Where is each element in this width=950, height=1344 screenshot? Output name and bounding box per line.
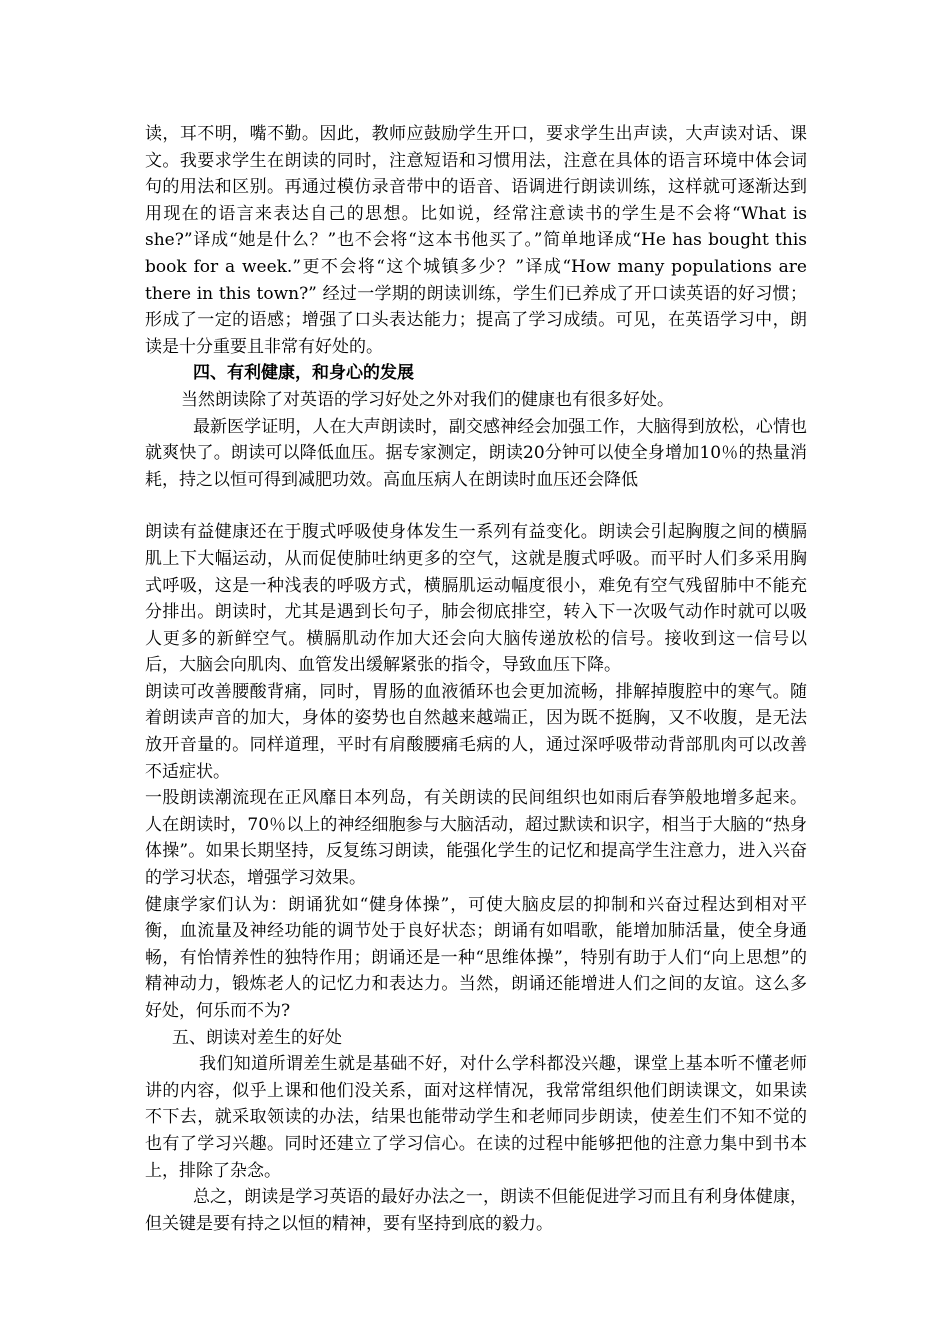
paragraph-weak-students: 我们知道所谓差生就是基础不好，对什么学科都没兴趣，课堂上基本听不懂老师讲的内容，似乎上课和他们没关系，面对这样情况，我常常组织他们朗读课文，如果读不下去，就采取领读的办法，结果也能带动学生和老师同步朗读，使差生们不知不觉的也有了学习兴趣。同时还建立了学习信心。在读的过程中能够把他的注意力集中到书本上，排除了杂念。: [145, 1054, 807, 1181]
blank-line: [145, 493, 807, 519]
paragraph-health-intro: 当然朗读除了对英语的学习好处之外对我们的健康也有很多好处。: [181, 389, 674, 410]
paragraph-medical-proof: 最新医学证明，人在大声朗读时，副交感神经会加强工作，大脑得到放松，心情也就爽快了。朗读可以降低血压。据专家测定，朗读20分钟可以使全身增加10％的热量消耗，持之以恒可得到减肥功效。高血压病人在朗读时血压还会降低: [145, 416, 807, 490]
paragraph-back-pain: 朗读可改善腰酸背痛，同时，胃肠的血液循环也会更加流畅，排解掉腹腔中的寒气。随着朗读声音的加大，身体的姿势也自然越来越端正，因为既不挺胸，又不收腹，是无法放开音量的。同样道理，平时有肩酸腰痛毛病的人，通过深呼吸带动背部肌肉可以改善不适症状。: [145, 681, 807, 782]
section-heading-health: 四、有利健康，和身心的发展: [193, 363, 414, 384]
paragraph-conclusion: 总之，朗读是学习英语的最好办法之一，朗读不但能促进学习而且有利身体健康，但关键是要有持之以恒的精神，要有坚持到底的毅力。: [145, 1187, 807, 1234]
document-body: [145, 121, 807, 1237]
section-heading-weak-students: 五、朗读对差生的好处: [172, 1027, 342, 1048]
paragraph-health-experts: 健康学家们认为：朗诵犹如“健身体操”，可使大脑皮层的抑制和兴奋过程达到相对平衡，血流量及神经功能的调节处于良好状态；朗诵有如唱歌，能增加肺活量，使全身通畅，有怡情养性的独特作用；朗诵还是一种“思维体操”，特别有助于人们“向上思想”的精神动力，锻炼老人的记忆力和表达力。当然，朗诵还能增进人们之间的友谊。这么多好处，何乐而不为?: [145, 894, 807, 1021]
paragraph-reading-habits: 读，耳不明，嘴不勤。因此，教师应鼓励学生开口，要求学生出声读，大声读对话、课文。我要求学生在朗读的同时，注意短语和习惯用法，注意在具体的语言环境中体会词句的用法和区别。再通过模仿录音带中的语音、语调进行朗读训练，这样就可逐渐达到用现在的语言来表达自己的思想。比如说，经常注意读书的学生是不会将“What is she?”译成“她是什么？”也不会将“这本书他买了。”简单地译成“He has bought this book for a week.”更不会将“这个城镇多少？”译成“How many populations are there in this town?” 经过一学期的朗读训练，学生们已养成了开口读英语的好习惯；形成了一定的语感；增强了口头表达能力；提高了学习成绩。可见，在英语学习中，朗读是十分重要且非常有好处的。: [145, 124, 807, 357]
paragraph-abdominal-breathing: 朗读有益健康还在于腹式呼吸使身体发生一系列有益变化。朗读会引起胸腹之间的横膈肌上下大幅运动，从而促使肺吐纳更多的空气，这就是腹式呼吸。而平时人们多采用胸式呼吸，这是一种浅表的呼吸方式，横膈肌运动幅度很小，难免有空气残留肺中不能充分排出。朗读时，尤其是遇到长句子，肺会彻底排空，转入下一次吸气动作时就可以吸人更多的新鲜空气。横膈肌动作加大还会向大脑传递放松的信号。接收到这一信号以后，大脑会向肌肉、血管发出缓解紧张的指令，导致血压下降。: [145, 522, 807, 676]
paragraph-japan-trend: 一股朗读潮流现在正风靡日本列岛，有关朗读的民间组织也如雨后春笋般地增多起来。人在朗读时，70％以上的神经细胞参与大脑活动，超过默读和识字，相当于大脑的“热身体操”。如果长期坚持，反复练习朗读，能强化学生的记忆和提高学生注意力，进入兴奋的学习状态，增强学习效果。: [145, 788, 807, 889]
